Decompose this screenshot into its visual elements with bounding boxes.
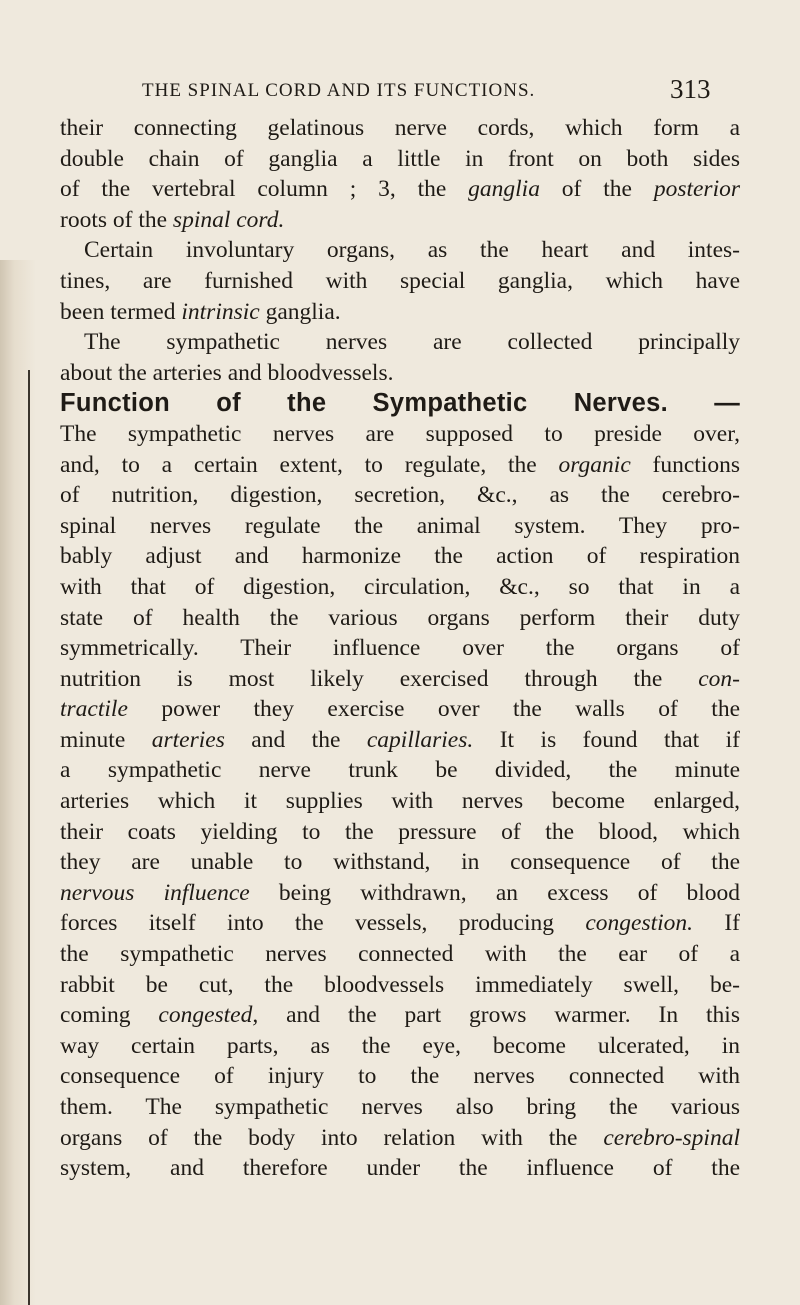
- text-line: [60, 908, 740, 939]
- text-line: [60, 939, 740, 970]
- text-line: [60, 541, 740, 572]
- text-line: [60, 419, 740, 450]
- text-run: been termed: [60, 298, 182, 325]
- page-edge-shadow: [0, 260, 36, 1305]
- text-run: way certain parts, as the eye, become ulcerated, in: [60, 1032, 740, 1059]
- text-line: [60, 144, 740, 175]
- text-run: and, to a certain extent, to regulate, the: [60, 451, 559, 478]
- text-line: [60, 205, 740, 236]
- text-run: consequence of injury to the nerves connected with: [60, 1063, 740, 1090]
- text-line: [60, 572, 740, 603]
- text-run: cerebro-spinal: [603, 1124, 740, 1151]
- text-line: [60, 1123, 740, 1154]
- text-run: of the vertebral column ; 3, the: [60, 176, 469, 203]
- text-run: about the arteries and bloodvessels.: [60, 359, 394, 386]
- text-run: of nutrition, digestion, secretion, &c., as the cerebro-: [60, 482, 740, 509]
- text-line: [60, 235, 740, 266]
- text-line: [60, 480, 740, 511]
- text-run: with that of digestion, circulation, &c., so that in a: [60, 573, 740, 600]
- text-run: arteries which it supplies with nerves become enlarged,: [60, 788, 740, 815]
- text-line: [60, 755, 740, 786]
- text-run: nervous influence: [60, 879, 250, 906]
- text-run: their coats yielding to the pressure of the blood, which: [60, 818, 740, 845]
- text-line: [60, 847, 740, 878]
- text-run: It is found that if: [473, 726, 740, 753]
- text-line: [60, 694, 740, 725]
- text-run: intrinsic: [181, 298, 260, 325]
- text-run: forces itself into the vessels, producing: [60, 910, 586, 937]
- text-run: system, and therefore under the influence of the: [60, 1155, 740, 1182]
- text-run: congestion.: [585, 910, 694, 937]
- text-run: capillaries.: [366, 726, 474, 753]
- text-run: of the: [539, 176, 654, 203]
- text-line: [60, 358, 740, 389]
- text-run: roots of the: [60, 206, 173, 233]
- text-line: [60, 603, 740, 634]
- text-run: rabbit be cut, the bloodvessels immediately swell, be-: [60, 971, 740, 998]
- text-run: minute: [60, 726, 152, 753]
- text-line: [60, 970, 740, 1001]
- text-line: [60, 633, 740, 664]
- text-run: spinal nerves regulate the animal system. They pro-: [60, 512, 740, 539]
- text-run: The sympathetic nerves are supposed to preside over,: [60, 420, 740, 447]
- text-line: [60, 1031, 740, 1062]
- text-line: [60, 1000, 740, 1031]
- running-head: THE SPINAL CORD AND ITS FUNCTIONS.: [142, 80, 536, 101]
- text-line: [60, 297, 740, 328]
- section-heading: Function of the Sympathetic Nerves. —: [60, 389, 740, 418]
- text-run: power they exercise over the walls of the: [127, 696, 740, 723]
- text-line: [60, 113, 740, 144]
- text-run: their connecting gelatinous nerve cords, which form a: [60, 115, 740, 141]
- text-run: spinal cord.: [172, 206, 285, 233]
- text-line: [60, 327, 740, 358]
- text-run: tractile: [60, 696, 128, 723]
- text-line: [60, 817, 740, 848]
- text-run: con-: [698, 665, 740, 692]
- text-run: organs of the body into relation with the: [60, 1124, 604, 1151]
- text-line: [60, 450, 740, 481]
- text-line: [60, 1153, 740, 1184]
- text-run: The sympathetic nerves are collected principally: [84, 329, 740, 356]
- text-run: symmetrically. Their influence over the organs of: [60, 635, 740, 662]
- page-binding-edge: [28, 370, 30, 1305]
- text-line: [60, 174, 740, 205]
- text-run: they are unable to withstand, in consequence of the: [60, 849, 740, 876]
- text-run: bably adjust and harmonize the action of respiration: [60, 543, 740, 570]
- text-run: organic: [558, 451, 631, 478]
- text-run: congested,: [158, 1002, 259, 1029]
- text-line: [60, 266, 740, 297]
- page-number: 313: [670, 74, 711, 104]
- text-line: [60, 878, 740, 909]
- text-run: coming: [60, 1002, 159, 1029]
- text-run: ganglia.: [259, 298, 341, 325]
- text-line: [60, 1092, 740, 1123]
- text-run: posterior: [653, 176, 740, 203]
- text-run: being withdrawn, an excess of blood: [249, 879, 740, 906]
- text-run: If: [693, 910, 741, 937]
- text-run: arteries: [151, 726, 225, 753]
- text-run: them. The sympathetic nerves also bring the various: [60, 1094, 740, 1120]
- text-run: and the: [224, 726, 367, 753]
- text-line: [60, 664, 740, 695]
- text-run: ganglia: [468, 176, 540, 203]
- text-line: [60, 725, 740, 756]
- text-line: [60, 1061, 740, 1092]
- text-run: Certain involuntary organs, as the heart and intes-: [84, 237, 740, 264]
- text-run: tines, are furnished with special ganglia, which have: [60, 267, 740, 294]
- text-run: and the part grows warmer. In this: [258, 1002, 740, 1029]
- text-run: the sympathetic nerves connected with the ear of a: [60, 941, 740, 968]
- text-run: functions: [630, 451, 740, 478]
- body-text: [60, 113, 740, 1184]
- text-line: [60, 511, 740, 542]
- text-line: [60, 388, 740, 419]
- text-line: [60, 786, 740, 817]
- text-run: a sympathetic nerve trunk be divided, the minute: [60, 757, 740, 784]
- text-run: double chain of ganglia a little in front on both sides: [60, 145, 740, 172]
- text-run: nutrition is most likely exercised through the: [60, 665, 699, 692]
- text-run: state of health the various organs perform their duty: [60, 604, 740, 631]
